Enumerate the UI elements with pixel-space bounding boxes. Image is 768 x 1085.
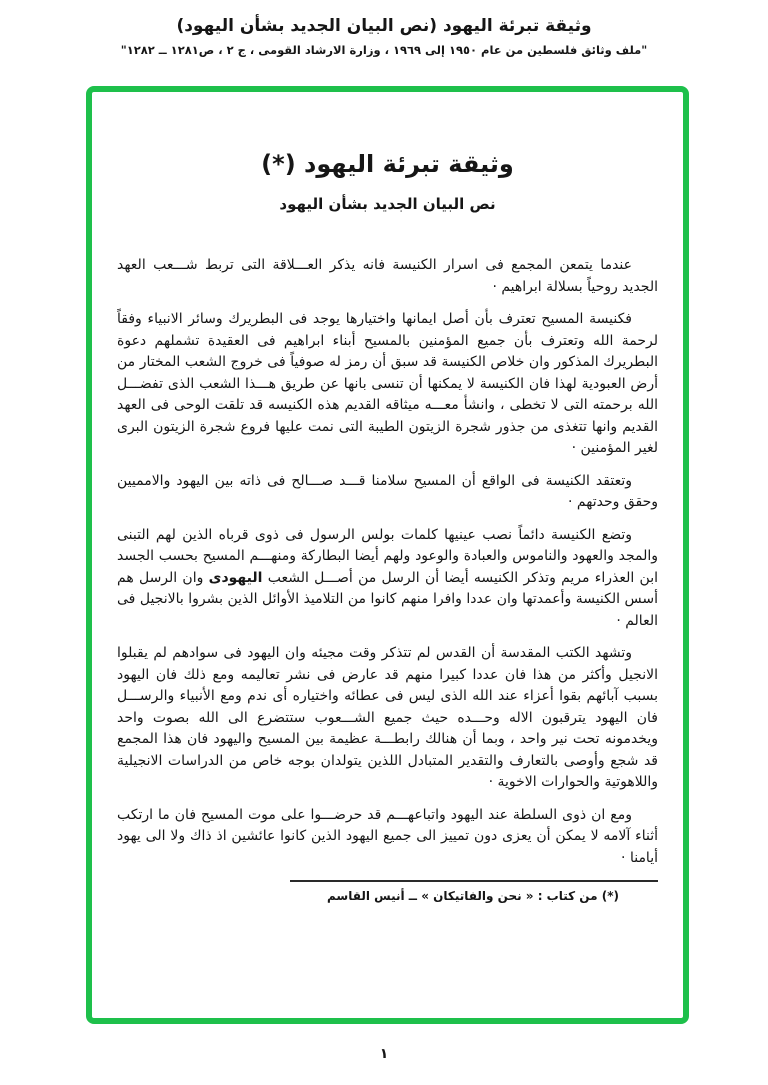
page-header-title: وثيقة تبرئة اليهود (نص البيان الجديد بشأن اليهود) [176, 16, 592, 36]
green-border-frame [86, 86, 689, 1024]
paragraph-text: وان الرسل هم أسس الكنيسة وأعمدتها وان عددا وافرا منهم كانوا من التلاميذ الأوائل الذين بشروا بالانجيل فى العالم · [117, 569, 658, 629]
paragraph-text: وتشهد الكتب المقدسة أن القدس لم تتذكر وقت مجيئه وان اليهود فى سوادهم لم يقبلوا الانجيل وأكثر من هذا فان عددا كبيرا منهم قد عارض فى نشر تعاليمه ومع ذلك فان اليهود بسبب آبائهم بقوا أعزاء عند الله الذى ليس فى عطائه واختياره أى ندم ومع الأنبياء والرســـل فان اليهود يترقبون الاله وحـــده حيث جميع الشـــعوب ستتضرع الى الله بصوت واحد ويخدمونه تحت نير واحد ، وبما أن هنالك رابطـــة عظيمة بين المسيح واليهود فان هذا المجمع قد شجع وأوصى بالتعارف والتقدير المتبادل اللذين يتولدان بوجه خاص من الدراسات الانجيلية واللاهوتية والحوارات الاخوية · [117, 645, 658, 790]
paragraph-text-bold: اليهودى [208, 569, 263, 586]
page-header [0, 0, 768, 57]
paragraph [117, 471, 658, 514]
paragraph-text: عندما يتمعن المجمع فى اسرار الكنيسة فانه يذكر العـــلاقة التى تربط شـــعب العهد الجديد روحياً بسلالة ابراهيم · [117, 257, 658, 295]
paragraph-text: وتضع الكنيسة دائماً نصب عينيها كلمات بولس الرسول فى ذوى قرباه الذين لهم التبنى والمجد والعهود والناموس والعبادة والوعود ولهم أيضا البطاركة ومنهـــم المسيح بحسب الجسد ابن العذراء مريم وتذكر الكنيسه أيضا أن الرسل من أصـــل الشعب [117, 526, 658, 586]
page-number: ١ [379, 1046, 389, 1062]
paragraph [117, 309, 658, 460]
document-title: وثيقة تبرئة اليهود (*) [261, 150, 514, 178]
paragraph-text: فكنيسة المسيح تعترف بأن أصل ايمانها واختيارها يوجد فى البطريرك وسائر الانبياء وفقاً لرحمة الله وتعترف بأن جميع المؤمنين بالمسيح أبناء ابراهيم فى العقيدة تشملهم دعوة البطريرك المذكور وان خلاص الكنيسة قد سبق أن رمز له صوفياً فى خروج الشعب المختار من أرض العبودية لهذا فان الكنيسة لا يمكنها أن تنسى بانها عن طريق هـــذا الشعب الذى تفضـــل الله برحمته التى لا تخطى ، وانشأ معـــه ميثاقه القديم هذه الكنيسه قد تلقت الوحى فى العهد القديم وانها تتغذى من جذور شجرة الزيتون الطيبة التى نمت عليها فروع شجرة الزيتون البرى لغير المؤمنين · [117, 311, 658, 456]
paragraph [117, 525, 658, 633]
paragraph [117, 643, 658, 794]
page-header-source: "ملف وثائق فلسطين من عام ١٩٥٠ إلى ١٩٦٩ ، وزارة الارشاد القومى ، ج ٢ ، ص١٢٨١ ــ ١٢٨٢" [120, 43, 648, 57]
paragraph-text: وتعتقد الكنيسة فى الواقع أن المسيح سلامنا قـــد صـــالح فى ذاته بين اليهود والامميين وحقق وحدتهم · [117, 472, 658, 510]
footnote: (*) من كتاب : « نحن والفاتيكان » ــ أنيس القاسم [327, 889, 619, 903]
footnote-divider [290, 880, 658, 882]
paragraph [117, 255, 658, 298]
paragraph-text: ومع ان ذوى السلطة عند اليهود واتباعهـــم قد حرضـــوا على موت المسيح فان ما ارتكب أثناء آلامه لا يمكن أن يعزى دون تمييز الى جميع اليهود الذين كانوا عائشين اذ ذاك ولا الى يهود أيامنا · [117, 806, 658, 866]
document-body [117, 255, 658, 869]
paragraph [117, 805, 658, 870]
document-subtitle: نص البيان الجديد بشأن اليهود [279, 195, 496, 213]
